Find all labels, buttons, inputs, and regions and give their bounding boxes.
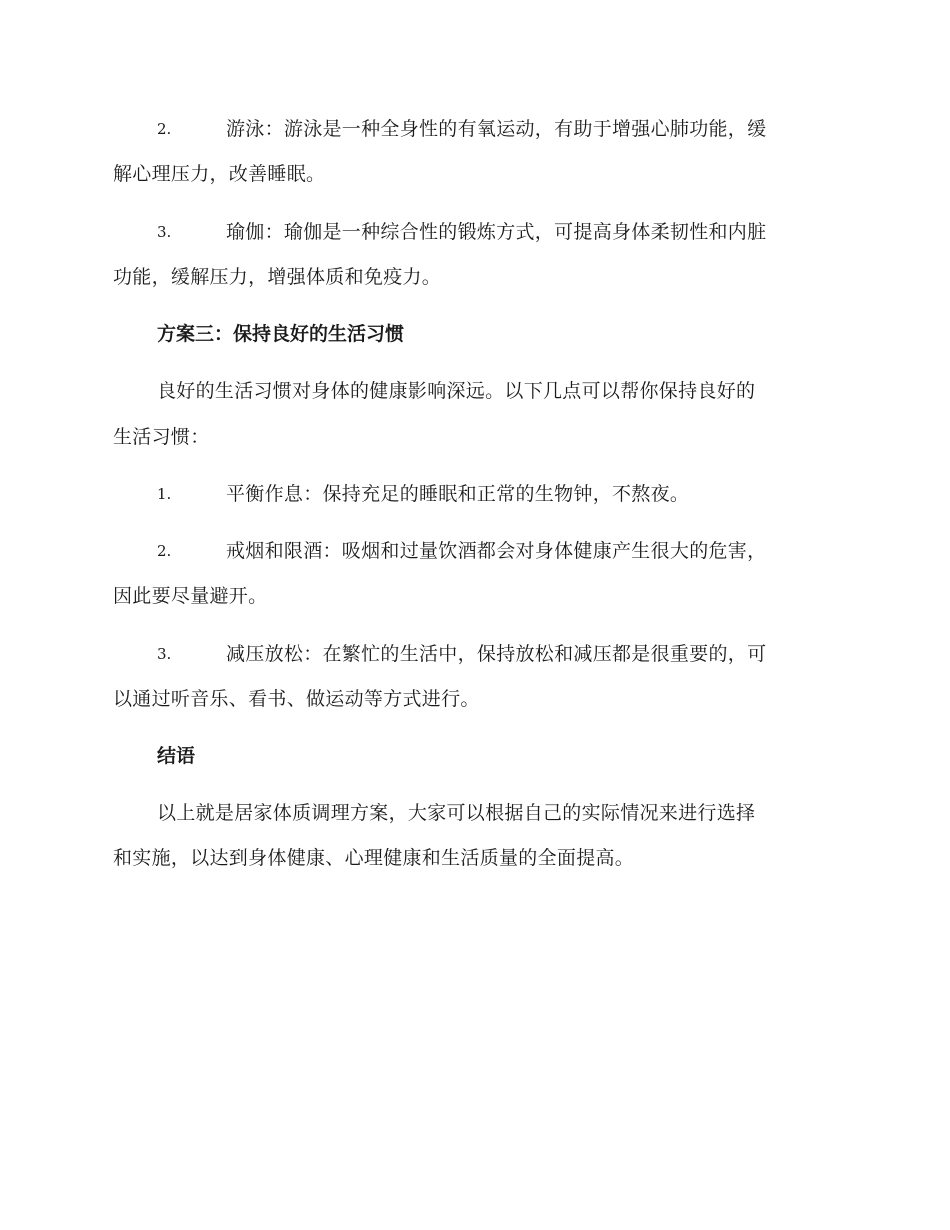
list-number: 3. <box>157 223 172 241</box>
paragraph-line: 以上就是居家体质调理方案，大家可以根据自己的实际情况来进行选择 <box>157 802 756 824</box>
list-item-text-continued: 以通过听音乐、看书、做运动等方式进行。 <box>113 688 480 710</box>
list-item-text-continued: 因此要尽量避开。 <box>113 585 268 607</box>
list-item-text: 平衡作息：保持充足的睡眠和正常的生物钟，不熬夜。 <box>226 483 690 505</box>
paragraph-line: 生活习惯： <box>113 426 210 448</box>
list-item-text-continued: 解心理压力，改善睡眠。 <box>113 163 326 185</box>
list-item-text: 戒烟和限酒：吸烟和过量饮酒都会对身体健康产生很大的危害， <box>226 540 767 562</box>
paragraph-line: 良好的生活习惯对身体的健康影响深远。以下几点可以帮你保持良好的 <box>157 380 756 402</box>
paragraph-line: 和实施，以达到身体健康、心理健康和生活质量的全面提高。 <box>113 847 635 869</box>
list-item-text: 瑜伽：瑜伽是一种综合性的锻炼方式，可提高身体柔韧性和内脏 <box>226 221 767 243</box>
section-heading: 方案三：保持良好的生活习惯 <box>157 323 405 345</box>
list-number: 2. <box>157 120 172 138</box>
conclusion-heading: 结语 <box>157 745 196 767</box>
list-item-text-continued: 功能，缓解压力，增强体质和免疫力。 <box>113 266 442 288</box>
list-number: 3. <box>157 645 172 663</box>
list-item-text: 游泳：游泳是一种全身性的有氧运动，有助于增强心肺功能，缓 <box>226 118 767 140</box>
list-number: 1. <box>157 485 172 503</box>
list-item-text: 减压放松：在繁忙的生活中，保持放松和减压都是很重要的，可 <box>226 643 767 665</box>
list-number: 2. <box>157 542 172 560</box>
